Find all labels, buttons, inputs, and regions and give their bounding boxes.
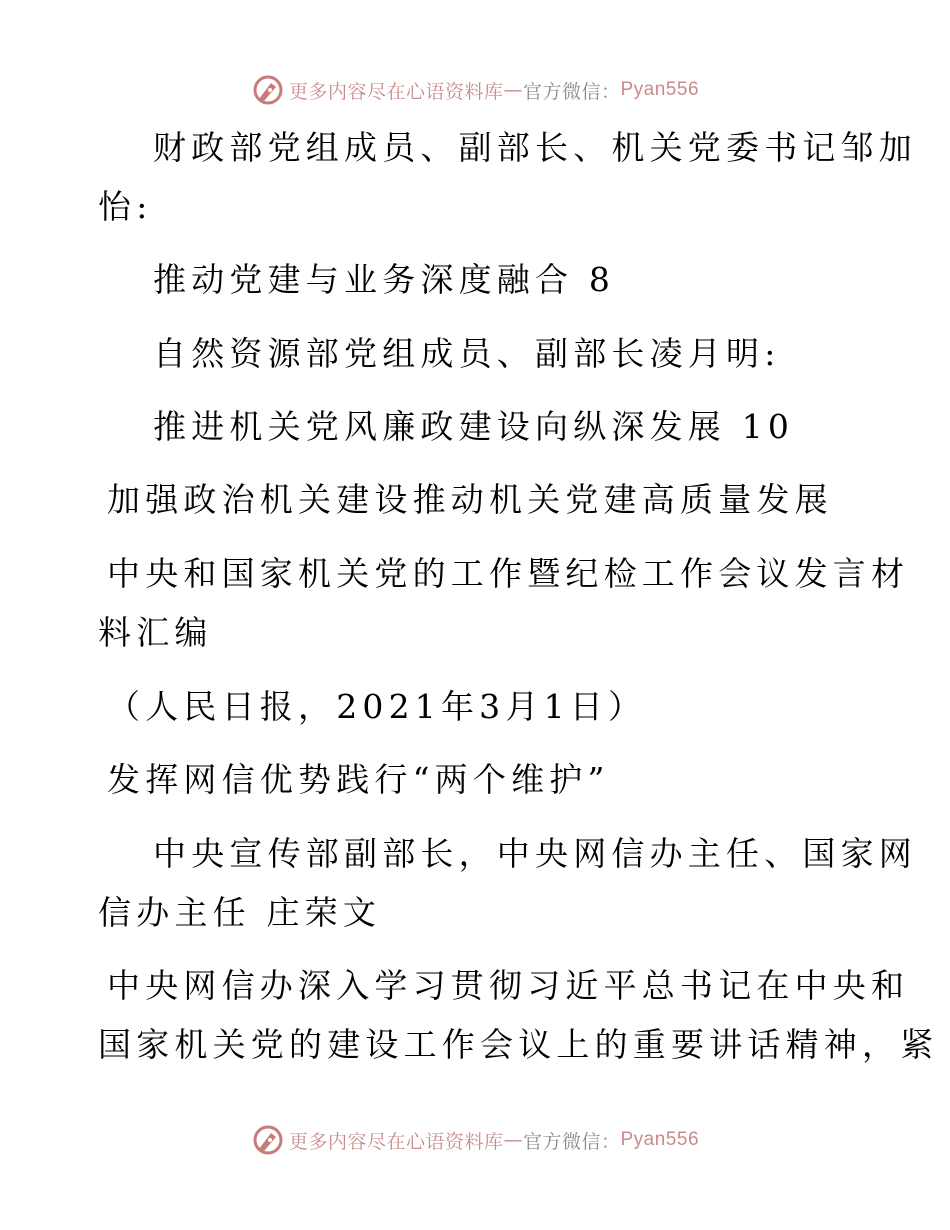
watermark-wechat-label: 官方微信： xyxy=(522,1130,621,1153)
pen-nib-logo-icon xyxy=(251,1123,285,1157)
source-note: （人民日报，2021年3月1日） xyxy=(107,687,647,726)
text-line: 怡: xyxy=(98,187,153,226)
pen-nib-logo-icon xyxy=(251,73,285,107)
author-line: 信办主任 庄荣文 xyxy=(98,893,382,932)
text-line: 推进机关党风廉政建设向纵深发展 10 xyxy=(153,407,795,446)
paragraph-line: 国家机关党的建设工作会议上的重要讲话精神，紧 xyxy=(98,1025,939,1064)
watermark-wechat-id: Pyan556 xyxy=(620,79,700,100)
section-heading: 加强政治机关建设推动机关党建高质量发展 xyxy=(107,480,833,519)
text-line: 推动党建与业务深度融合 8 xyxy=(153,260,616,299)
text-line: 自然资源部党组成员、副部长凌月明: xyxy=(153,334,781,373)
article-title: 发挥网信优势践行“两个维护” xyxy=(107,760,610,799)
watermark-dash: — xyxy=(503,1129,523,1151)
watermark-wechat-id: Pyan556 xyxy=(620,1129,700,1150)
watermark-wechat-label: 官方微信： xyxy=(522,80,621,103)
section-heading: 料汇编 xyxy=(98,613,213,652)
paragraph-line: 中央网信办深入学习贯彻习近平总书记在中央和 xyxy=(107,966,910,1005)
watermark-main-text: 更多内容尽在心语资料库 xyxy=(288,80,504,103)
header-watermark xyxy=(0,70,950,110)
text-line: 财政部党组成员、副部长、机关党委书记邹加 xyxy=(153,128,917,167)
footer-watermark xyxy=(0,1120,950,1160)
section-heading: 中央和国家机关党的工作暨纪检工作会议发言材 xyxy=(107,554,910,593)
watermark-main-text: 更多内容尽在心语资料库 xyxy=(288,1130,504,1153)
author-line: 中央宣传部副部长，中央网信办主任、国家网 xyxy=(153,834,917,873)
watermark-dash: — xyxy=(503,79,523,101)
